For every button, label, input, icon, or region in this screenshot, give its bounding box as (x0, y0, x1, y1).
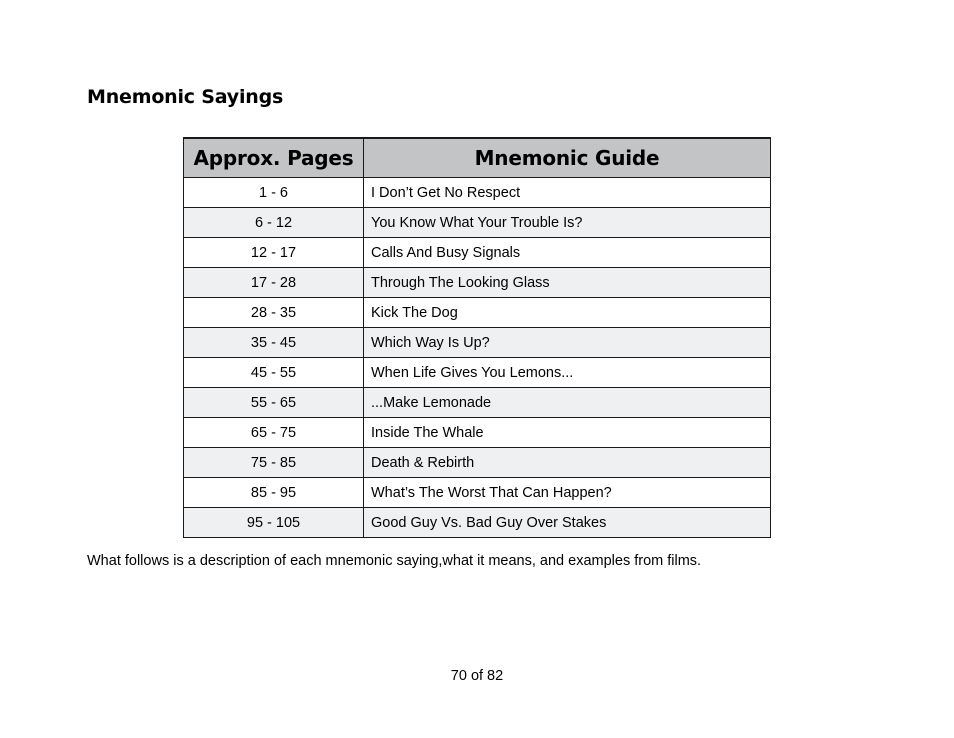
pages-cell: 35 - 45 (184, 328, 364, 358)
pages-cell: 65 - 75 (184, 418, 364, 448)
table-row (184, 238, 771, 268)
page-title: Mnemonic Sayings (87, 86, 284, 108)
table-row (184, 208, 771, 238)
guide-cell: Through The Looking Glass (364, 268, 771, 298)
pages-cell: 6 - 12 (184, 208, 364, 238)
mnemonic-table (183, 137, 771, 538)
page-number: 70 of 82 (450, 668, 504, 684)
guide-cell: What’s The Worst That Can Happen? (364, 478, 771, 508)
column-header-guide: Mnemonic Guide (364, 138, 771, 178)
table-row (184, 298, 771, 328)
column-header-pages: Approx. Pages (184, 138, 364, 178)
pages-cell: 55 - 65 (184, 388, 364, 418)
pages-cell: 85 - 95 (184, 478, 364, 508)
guide-cell: ...Make Lemonade (364, 388, 771, 418)
guide-cell: Good Guy Vs. Bad Guy Over Stakes (364, 508, 771, 538)
pages-cell: 45 - 55 (184, 358, 364, 388)
table-header-row (184, 138, 771, 178)
guide-cell: When Life Gives You Lemons... (364, 358, 771, 388)
guide-cell: Death & Rebirth (364, 448, 771, 478)
guide-cell: Calls And Busy Signals (364, 238, 771, 268)
pages-cell: 28 - 35 (184, 298, 364, 328)
table-row (184, 388, 771, 418)
table-row (184, 418, 771, 448)
pages-cell: 17 - 28 (184, 268, 364, 298)
guide-cell: Inside The Whale (364, 418, 771, 448)
table-row (184, 268, 771, 298)
guide-cell: I Don’t Get No Respect (364, 178, 771, 208)
pages-cell: 95 - 105 (184, 508, 364, 538)
table-row (184, 508, 771, 538)
table-row (184, 328, 771, 358)
table-row (184, 178, 771, 208)
pages-cell: 75 - 85 (184, 448, 364, 478)
guide-cell: You Know What Your Trouble Is? (364, 208, 771, 238)
table-row (184, 478, 771, 508)
pages-cell: 12 - 17 (184, 238, 364, 268)
guide-cell: Kick The Dog (364, 298, 771, 328)
description-text: What follows is a description of each mnemonic saying,what it means, and examples from films. (87, 553, 702, 569)
guide-cell: Which Way Is Up? (364, 328, 771, 358)
table-row (184, 448, 771, 478)
pages-cell: 1 - 6 (184, 178, 364, 208)
table-row (184, 358, 771, 388)
